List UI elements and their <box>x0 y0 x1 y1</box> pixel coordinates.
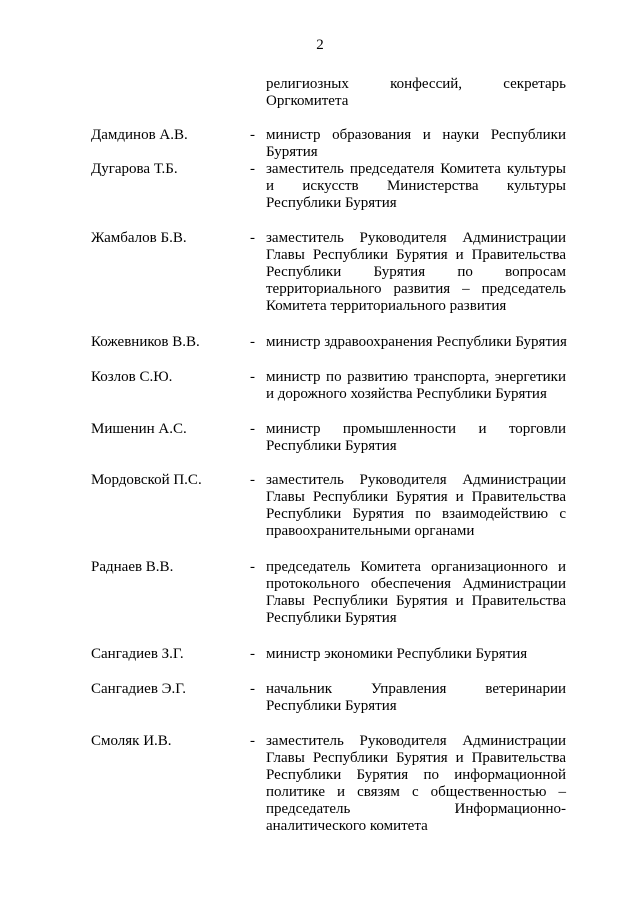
role-line: заместитель председателя Комитета культуры <box>266 161 566 177</box>
member-role <box>266 161 566 212</box>
dash-separator: - <box>250 230 255 246</box>
member-name: Дамдинов А.В. <box>91 127 188 143</box>
role-line: Республики Бурятия <box>266 438 397 454</box>
role-line: Республики Бурятия по взаимодействию с <box>266 506 566 522</box>
dash-separator: - <box>250 369 255 385</box>
member-name: Кожевников В.В. <box>91 334 200 350</box>
role-line: и искусств Министерства культуры <box>266 178 566 194</box>
role-line: религиозных конфессий, секретарь <box>266 76 566 92</box>
dash-separator: - <box>250 127 255 143</box>
member-role <box>266 681 566 715</box>
role-line: Главы Республики Бурятия и Правительства <box>266 247 566 263</box>
member-role <box>266 127 566 161</box>
role-line: председатель Информационно- <box>266 801 566 817</box>
role-line: политике и связям с общественностью – <box>266 784 566 800</box>
member-role <box>266 559 566 627</box>
role-line: Республики Бурятия <box>266 698 397 714</box>
member-role <box>266 472 566 540</box>
role-line: Главы Республики Бурятия и Правительства <box>266 593 566 609</box>
role-line: Бурятия <box>266 144 318 160</box>
role-line: территориального развития – председатель <box>266 281 566 297</box>
member-role <box>266 421 566 455</box>
role-line: заместитель Руководителя Администрации <box>266 733 566 749</box>
member-role <box>266 369 566 403</box>
role-line: Республики Бурятия по вопросам <box>266 264 566 280</box>
role-line: Республики Бурятия по информационной <box>266 767 566 783</box>
dash-separator: - <box>250 161 255 177</box>
role-line: заместитель Руководителя Администрации <box>266 472 566 488</box>
dash-separator: - <box>250 421 255 437</box>
member-role <box>266 646 566 663</box>
page-number: 2 <box>316 37 324 53</box>
role-line: правоохранительными органами <box>266 523 475 539</box>
role-line: Главы Республики Бурятия и Правительства <box>266 750 566 766</box>
role-line: Главы Республики Бурятия и Правительства <box>266 489 566 505</box>
member-name: Раднаев В.В. <box>91 559 174 575</box>
member-role <box>266 733 566 835</box>
role-line: Оргкомитета <box>266 93 349 109</box>
role-line: Комитета территориального развития <box>266 298 507 314</box>
dash-separator: - <box>250 334 255 350</box>
role-line: министр по развитию транспорта, энергетики <box>266 369 566 385</box>
member-role <box>266 334 566 351</box>
dash-separator: - <box>250 559 255 575</box>
dash-separator: - <box>250 646 255 662</box>
role-line: министр экономики Республики Бурятия <box>266 646 528 662</box>
role-line: протокольного обеспечения Администрации <box>266 576 566 592</box>
dash-separator: - <box>250 733 255 749</box>
continuation-role <box>266 76 566 110</box>
role-line: министр образования и науки Республики <box>266 127 566 143</box>
role-line: министр промышленности и торговли <box>266 421 566 437</box>
role-line: и дорожного хозяйства Республики Бурятия <box>266 386 547 402</box>
member-name: Козлов С.Ю. <box>91 369 173 385</box>
dash-separator: - <box>250 681 255 697</box>
role-line: Республики Бурятия <box>266 610 397 626</box>
member-name: Мишенин А.С. <box>91 421 187 437</box>
role-line: заместитель Руководителя Администрации <box>266 230 566 246</box>
role-line: министр здравоохранения Республики Бурятия <box>266 334 567 350</box>
role-line: Республики Бурятия <box>266 195 397 211</box>
member-name: Сангадиев З.Г. <box>91 646 184 662</box>
role-line: аналитического комитета <box>266 818 428 834</box>
member-name: Дугарова Т.Б. <box>91 161 178 177</box>
role-line: начальник Управления ветеринарии <box>266 681 566 697</box>
role-line: председатель Комитета организационного и <box>266 559 566 575</box>
member-name: Жамбалов Б.В. <box>91 230 187 246</box>
member-role <box>266 230 566 315</box>
dash-separator: - <box>250 472 255 488</box>
member-name: Смоляк И.В. <box>91 733 172 749</box>
member-name: Мордовской П.С. <box>91 472 202 488</box>
member-name: Сангадиев Э.Г. <box>91 681 187 697</box>
